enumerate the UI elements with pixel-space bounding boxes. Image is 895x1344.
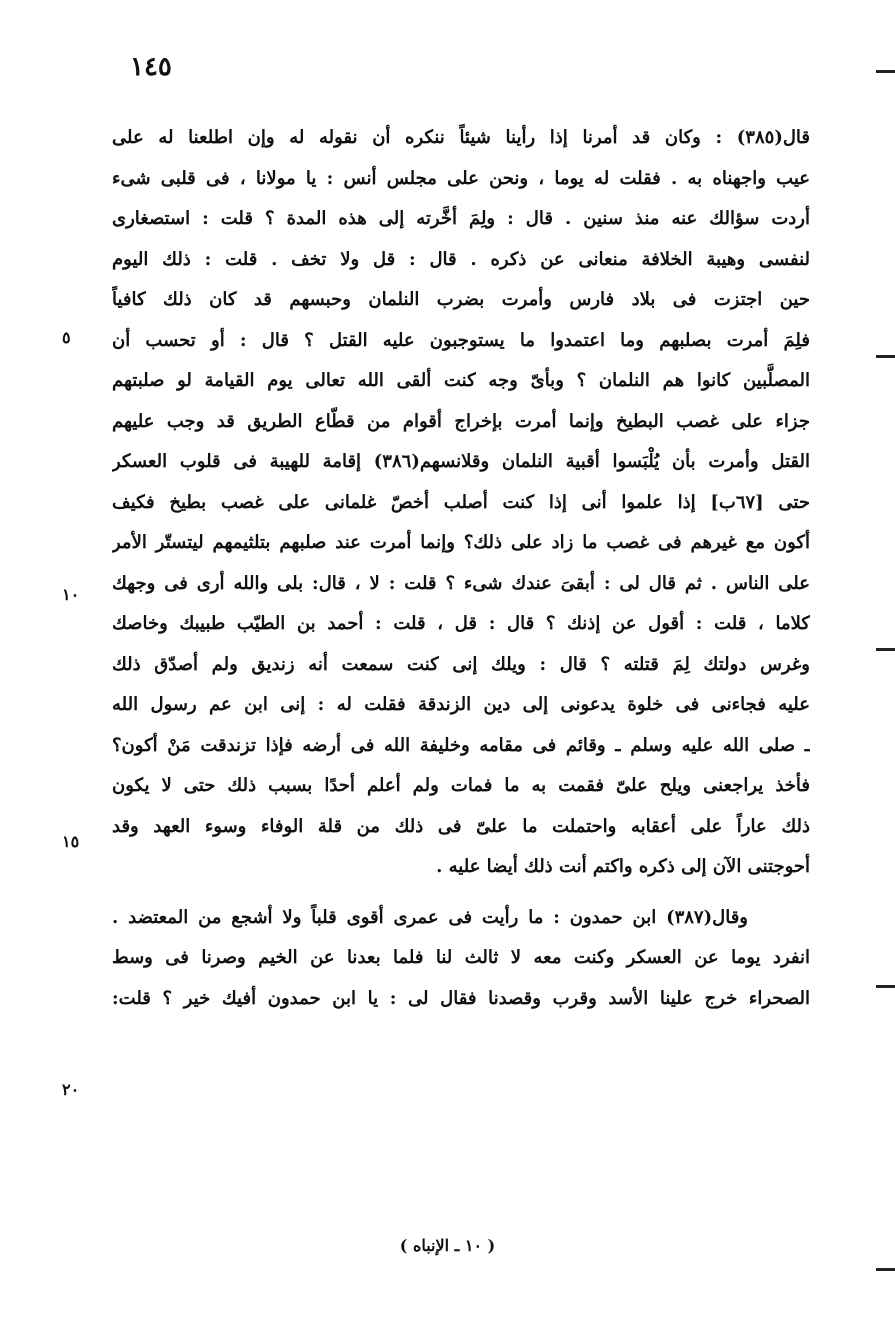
text-line: فلِمَ أمرت بصلبهم وما اعتمدوا ما يستوجبون عليه القتل ؟ قال : أو تحسب أن bbox=[112, 329, 810, 351]
edge-mark bbox=[876, 985, 895, 988]
edge-mark bbox=[876, 1268, 895, 1271]
text-line: لنفسى وهيبة الخلافة منعانى عن ذكره . قال : قل ولا تخف . قلت : ذلك اليوم bbox=[112, 248, 810, 270]
text-line: المصلَّبين كانوا هم النلمان ؟ وبأىّ وجه كنت ألقى الله تعالى يوم القيامة لو صلبتهم bbox=[112, 370, 810, 391]
margin-line-number: ٢٠ bbox=[62, 1080, 80, 1099]
text-line: ـ صلى الله عليه وسلم ـ وقائم فى مقامه وخليفة الله فى أرضه فإذا تزندقت مَنْ أكون؟ bbox=[112, 734, 810, 756]
text-line: حين اجتزت فى بلاد فارس وأمرت بضرب النلمان وحبسهم قد كان ذلك كافياً bbox=[112, 289, 810, 310]
footer-signature: ( ١٠ ـ الإنباه ) bbox=[399, 1236, 496, 1255]
text-line: كلاما ، قلت : أقول عن إذنك ؟ قال : قل ، قلت : أحمد بن الطيّب طبيبك وخاصك bbox=[112, 613, 810, 634]
paragraph-2 bbox=[112, 898, 810, 1020]
margin-line-number: ١٥ bbox=[62, 832, 80, 851]
text-line: وقال(٣٨٧) ابن حمدون : ما رأيت فى عمرى أقوى قلباً ولا أشجع من المعتضد . bbox=[112, 906, 748, 928]
text-line: حتى [٦٧ب] إذا علموا أنى إذا كنت أصلب أخصّ غلمانى على غصب بطيخ فكيف bbox=[112, 491, 810, 513]
text-line: على الناس . ثم قال لى : أبقىَ عندك شىء ؟ قلت : لا ، قال: بلى والله أرى فى وجهك bbox=[112, 572, 810, 594]
edge-mark bbox=[876, 70, 895, 73]
margin-line-number: ٥ bbox=[62, 328, 71, 347]
body-text bbox=[112, 118, 810, 1019]
text-line: عيب واجهناه به . فقلت له يوما ، ونحن على مجلس أنس : يا مولانا ، فى قلبى شىء bbox=[112, 167, 810, 189]
paragraph-1 bbox=[112, 118, 810, 888]
edge-mark bbox=[876, 355, 895, 358]
edge-mark bbox=[876, 648, 895, 651]
text-line: أكون مع غيرهم فى غصب ما زاد على ذلك؟ وإنما أمرت عند صلبهم بتلثيمهم ليتستّر الأمر bbox=[112, 532, 810, 553]
text-line: قال(٣٨٥) : وكان قد أمرنا إذا رأينا شيئاً ننكره أن نقوله له وإن اطلعنا له على bbox=[112, 127, 810, 148]
text-line: انفرد يوما عن العسكر وكنت معه لا ثالث لنا فلما بعدنا عن الخيم وصرنا فى وسط bbox=[112, 947, 810, 968]
page-number: ١٤٥ bbox=[130, 52, 172, 82]
text-line: القتل وأمرت بأن يُلْبَسوا أقبية النلمان وقلانسهم(٣٨٦) إقامة للهيبة فى قلوب العسكر bbox=[112, 451, 810, 472]
text-line: وغرس دولتك لِمَ قتلته ؟ قال : ويلك إنى كنت سمعت أنه زنديق ولم أصدّق ذلك bbox=[112, 653, 810, 675]
text-line: أحوجتنى الآن إلى ذكره واكتم أنت ذلك أيضا عليه . bbox=[436, 856, 810, 877]
text-line: أردت سؤالك عنه منذ سنين . قال : ولِمَ أخَّرته إلى هذه المدة ؟ قلت : استصغارى bbox=[112, 208, 810, 229]
text-line: عليه فجاءنى فى خلوة يدعونى إلى دين الزندقة فقلت له : إنى ابن عم رسول الله bbox=[112, 694, 810, 715]
text-line: الصحراء خرج علينا الأسد وقرب وقصدنا فقال لى : يا ابن حمدون أفيك خير ؟ قلت: bbox=[112, 987, 810, 1009]
text-line: جزاء على غصب البطيخ وإنما أمرت بإخراج أقوام من قطّاع الطريق قد وجب عليهم bbox=[112, 410, 810, 432]
margin-line-number: ١٠ bbox=[62, 585, 80, 604]
text-line: ذلك عاراً على أعقابه واحتملت ما علىّ فى ذلك من قلة الوفاء وسوء العهد وقد bbox=[112, 815, 810, 837]
text-line: فأخذ يراجعنى ويلح علىّ فقمت به ما فمات ولم أعلم أحدًا بسبب ذلك حتى لا يكون bbox=[112, 775, 810, 796]
